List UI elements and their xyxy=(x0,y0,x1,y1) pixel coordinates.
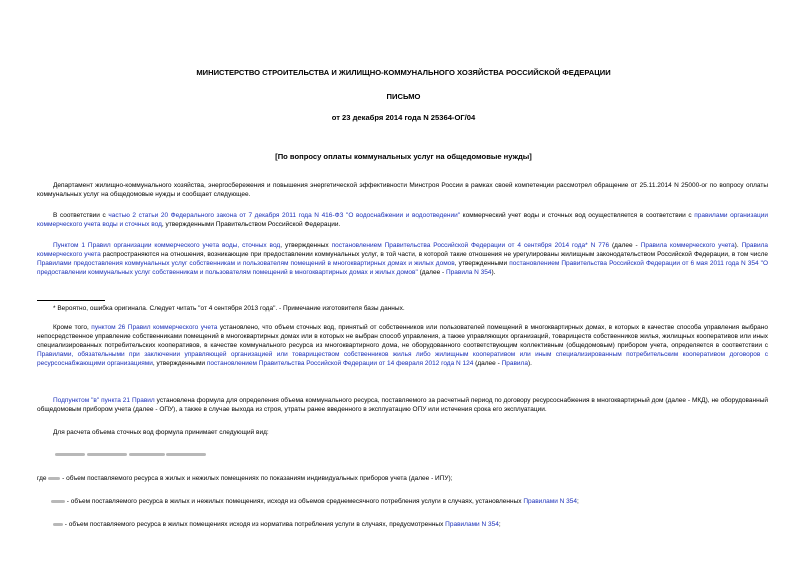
paragraph-text: ; xyxy=(576,498,579,505)
footnote: * Вероятно, ошибка оригинала. Следует читать "от 4 сентября 2013 года". - Примечание изготовителя базы данных. xyxy=(53,305,405,312)
paragraph-text: где xyxy=(37,475,49,482)
paragraph-text: , утвержденных xyxy=(280,242,332,249)
metering-rules-link[interactable]: правилами организации коммерческого учета воды и сточных вод xyxy=(37,212,769,228)
document-date-number: от 23 декабря 2014 года N 25364-ОГ/04 xyxy=(331,113,476,122)
paragraph-text: - объем поставляемого ресурса в жилых помещениях исходя из норматива потребления услуги в случаях, предусмотренных xyxy=(63,521,446,528)
rules-354-link-3[interactable]: Правилами N 354 xyxy=(445,521,499,528)
paragraph-formula-lead xyxy=(37,428,768,437)
formula-symbol-image xyxy=(51,500,65,503)
paragraph-text: Департамент жилищно-коммунального хозяйства, энергосбережения и повышения энергетической эффективности Минстроя России в рамках своей компетенции рассмотрел обращение от 25.11.2014 N 25000-ог по вопросу оплаты коммунальных услуг на общедомовые нужды и сообщает следующее. xyxy=(37,182,768,198)
document-type: ПИСЬМО xyxy=(386,92,421,101)
paragraph-text: коммерческий учет воды и сточных вод осуществляется в соответствии с xyxy=(460,212,695,219)
paragraph-text: В соответствии с xyxy=(53,212,109,219)
paragraph-text: ). xyxy=(527,360,532,367)
resolution-776-link[interactable]: постановлением Правительства Российской Федерации от 4 сентября 2014 года* N 776 xyxy=(331,242,610,249)
paragraph-text: - объем поставляемого ресурса в жилых и нежилых помещениях по показаниям индивидуальных приборов учета (далее - ИПУ); xyxy=(60,475,453,482)
paragraph-text: ; xyxy=(498,521,501,528)
formula-symbol-image xyxy=(48,477,60,480)
paragraph-text: , утвержденными xyxy=(152,360,207,367)
paragraph-text: Кроме того, xyxy=(53,324,92,331)
footnote-divider xyxy=(37,300,105,301)
paragraph-intro xyxy=(37,181,768,199)
paragraph-text: Для расчета объема сточных вод формула принимает следующий вид: xyxy=(53,429,269,436)
law-416-link[interactable]: частью 2 статьи 20 Федерального закона от 7 декабря 2011 года N 416-ФЗ "О водоснабжении и водоотведении" xyxy=(108,212,461,219)
ministry-heading: МИНИСТЕРСТВО СТРОИТЕЛЬСТВА И ЖИЛИЩНО-КОММУНАЛЬНОГО ХОЗЯЙСТВА РОССИЙСКОЙ ФЕДЕРАЦИИ xyxy=(196,68,611,77)
subpoint-v-point-21-link[interactable]: Подпунктом "в" пункта 21 Правил xyxy=(53,397,155,404)
rules-354-link-2[interactable]: Правилами N 354 xyxy=(523,498,577,505)
rules-short-link[interactable]: Правила xyxy=(501,360,528,367)
rules-point-26-link[interactable]: пунктом 26 Правил коммерческого учета xyxy=(91,324,218,331)
resolution-124-link[interactable]: постановлением Правительства Российской Федерации от 14 февраля 2012 года N 124 xyxy=(206,360,474,367)
formula-term-ipu xyxy=(37,474,768,483)
paragraph-text: установлено, что объем сточных вод, принятый от собственников или пользователей помещений в многоквартирных домах, в которых в качестве способа управления выбрано непосредственное управление собственниками помещений в многоквартирных домах или в которых не выбран способ управления, а также управляющих организаций, товариществ собственников жилья, жилищных кооперативов или иных специализированных потребительских кооперативов, в качестве коммунального ресурса из многоквартирного дома, не оборудованного соответствующим коллективным (общедомовым) прибором учета, определяется в соответствии с xyxy=(37,324,768,349)
paragraph-metering-rules xyxy=(37,241,768,277)
formula-image xyxy=(55,450,225,460)
rules-point-1-link[interactable]: Пунктом 1 Правил организации коммерческого учета воды, сточных вод xyxy=(53,242,281,249)
formula-term-norm xyxy=(37,520,768,529)
utility-rules-link[interactable]: Правилами предоставления коммунальных услуг собственникам и пользователям помещений в многоквартирных домах и жилых домов xyxy=(37,260,455,267)
paragraph-text: (далее - xyxy=(473,360,502,367)
paragraph-text: (далее - xyxy=(609,242,641,249)
paragraph-text: установлена формула для определения объема коммунального ресурса, поставляемого за расчетный период по договору ресурсоснабжения в многоквартирный дом (далее - МКД), не оборудованный общедомовым прибором учета (далее - ОПУ), а также в случае выхода из строя, утраты ранее введенного в эксплуатацию ОПУ или истечения срока его эксплуатации. xyxy=(37,397,769,413)
formula-term-average xyxy=(37,497,768,506)
paragraph-text: , утвержденными Правительством Российской Федерации. xyxy=(161,221,341,228)
paragraph-text: (далее - xyxy=(417,269,446,276)
document-subject: [По вопросу оплаты коммунальных услуг на общедомовые нужды] xyxy=(275,152,532,161)
paragraph-wastewater-volume xyxy=(37,323,768,368)
paragraph-text: распространяются на отношения, возникающие при предоставлении коммунальных услуг, в той части, в которой такие отношения не урегулированы жилищным законодательством Российской Федерации, в том числе xyxy=(100,251,769,258)
paragraph-text: ). xyxy=(734,242,742,249)
mandatory-rules-link[interactable]: Правилами, обязательными при заключении управляющей организацией или товариществом собственников жилья либо жилищным кооперативом или иным специализированным потребительским кооперативом договоров с ресурсоснабжающими организациями xyxy=(37,351,768,367)
paragraph-formula-intro xyxy=(37,396,768,414)
commercial-metering-rules-link-2[interactable]: Правила коммерческого учета xyxy=(37,242,768,258)
resolution-354-link[interactable]: постановлением Правительства Российской Федерации от 6 мая 2011 года N 354 "О предоставлении коммунальных услуг собственникам и пользователям помещений в многоквартирных домах и жилых домов" xyxy=(37,260,768,276)
paragraph-law-reference xyxy=(37,211,768,229)
commercial-metering-rules-link[interactable]: Правила коммерческого учета xyxy=(640,242,735,249)
paragraph-text: - объем поставляемого ресурса в жилых и нежилых помещениях, исходя из объемов среднемесячного потребления услуги в случаях, установленных xyxy=(65,498,524,505)
rules-354-link[interactable]: Правила N 354 xyxy=(445,269,492,276)
paragraph-text: ). xyxy=(491,269,496,276)
paragraph-text: , утвержденными xyxy=(454,260,510,267)
formula-symbol-image xyxy=(53,523,63,526)
